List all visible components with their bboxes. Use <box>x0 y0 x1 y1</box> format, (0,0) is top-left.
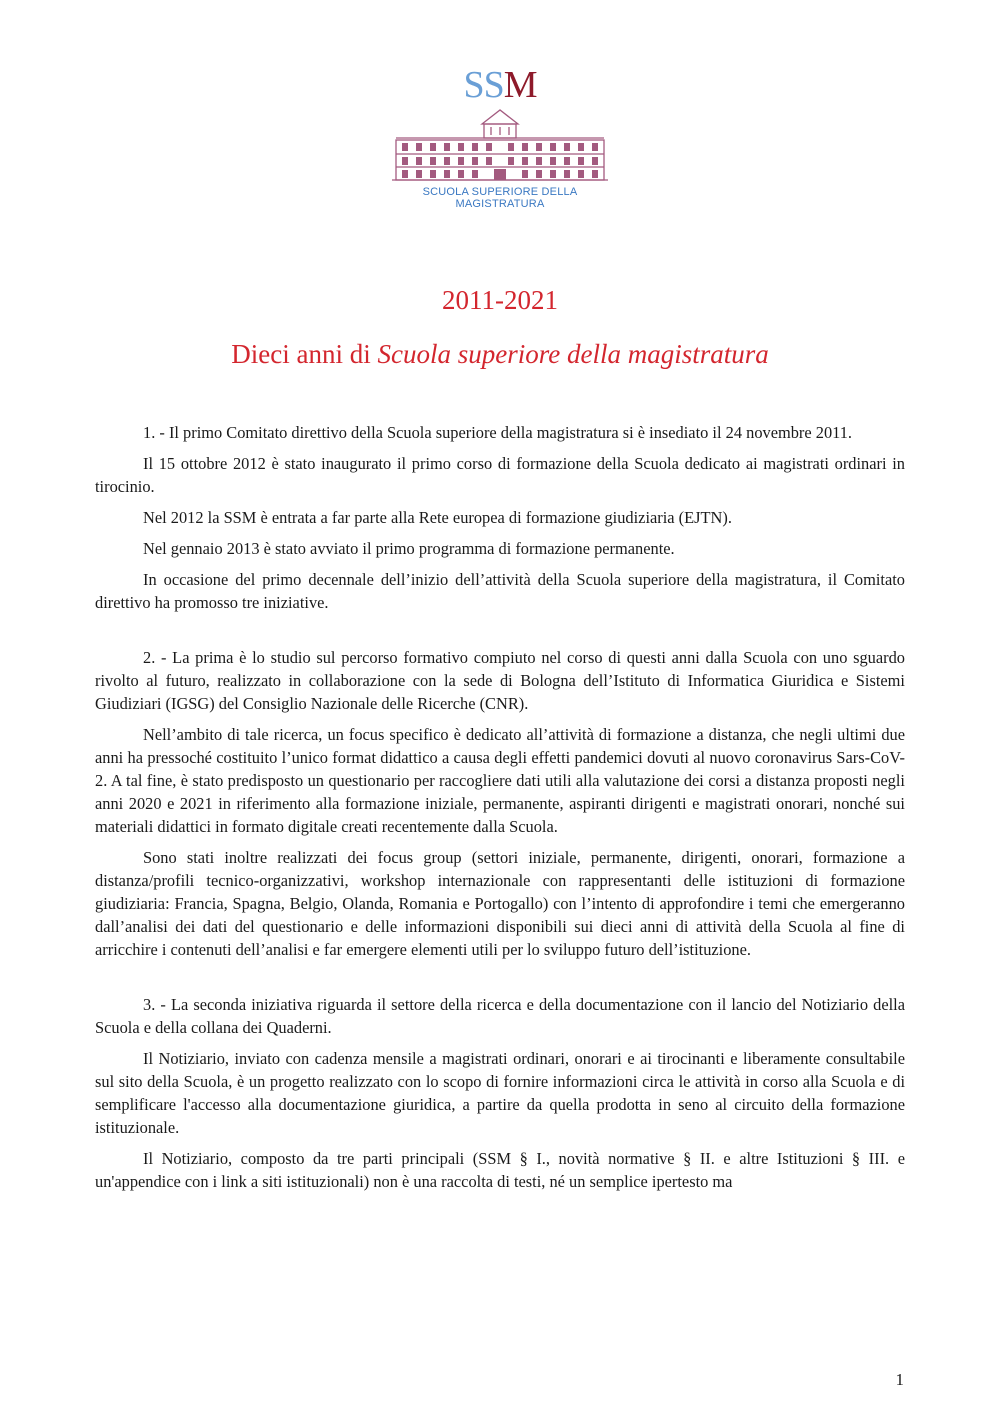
paragraph: Sono stati inoltre realizzati dei focus group (settori iniziale, permanente, dirigenti, onorari, formazione a distanza/profili tecnico-organizzativi, workshop internazionale con rappresentanti delle istituzioni di formazione giudiziaria: Francia, Spagna, Belgio, Olanda, Romania e Portogallo) con l’intento di approfondire i temi che emergeranno dall’analisi dei dati del questionario e delle informazioni disponibili sui dieci anni di attività della Scuola al fine di arricchire i contenuti dell’analisi e far emergere elementi utili per lo sviluppo futuro dell’istituzione. <box>95 848 905 959</box>
paragraph: 3. - La seconda iniziativa riguarda il settore della ricerca e della documentazione con il lancio del Notiziario della Scuola e della collana dei Quaderni. <box>95 995 905 1037</box>
logo-ss: SS <box>463 64 504 106</box>
paragraph: In occasione del primo decennale dell’inizio dell’attività della Scuola superiore della magistratura, il Comitato direttivo ha promosso tre iniziative. <box>95 570 905 612</box>
section-gap <box>95 969 905 993</box>
document-body <box>95 421 905 1201</box>
document-title <box>95 282 905 372</box>
logo-subtitle: SCUOLA SUPERIORE DELLA MAGISTRATURA <box>422 186 578 210</box>
paragraph: Il Notiziario, composto da tre parti principali (SSM § I., novità normative § II. e altre Istituzioni § III. e un'appendice con i link a siti istituzionali) non è una raccolta di testi, né un semplice ipertesto ma <box>95 1149 905 1191</box>
paragraph: Nel 2012 la SSM è entrata a far parte alla Rete europea di formazione giudiziaria (EJTN). <box>143 508 732 527</box>
section-gap <box>95 622 905 646</box>
logo-m: M <box>503 64 537 106</box>
paragraph: Nel gennaio 2013 è stato avviato il primo programma di formazione permanente. <box>143 539 675 558</box>
page-number: 1 <box>895 1370 904 1389</box>
paragraph: Il 15 ottobre 2012 è stato inaugurato il primo corso di formazione della Scuola dedicato ai magistrati ordinari in tirocinio. <box>95 454 905 496</box>
ssm-logo-text <box>380 66 620 106</box>
ssm-logo <box>380 66 620 212</box>
paragraph: Il Notiziario, inviato con cadenza mensile a magistrati ordinari, onorari e ai tirocinanti e liberamente consultabile sul sito della Scuola, è un progetto realizzato con lo scopo di fornire informazioni circa le attività in corso alla Scuola e di semplificare l'accesso alla documentazione giuridica, a partire da quella prodotta in seno al circuito della formazione istituzionale. <box>95 1049 905 1137</box>
title-prefix: Dieci anni di <box>231 339 378 369</box>
title-italic: Scuola superiore della magistratura <box>377 339 769 369</box>
palace-building-icon <box>390 106 610 184</box>
title-years: 2011-2021 <box>442 285 558 315</box>
title-main <box>95 336 905 372</box>
paragraph: Nell’ambito di tale ricerca, un focus specifico è dedicato all’attività di formazione a distanza, che negli ultimi due anni ha pressoché costituito l’unico format didattico a causa degli effetti pandemici dovuti al nuovo coronavirus Sars-CoV-2. A tal fine, è stato predisposto un questionario per raccogliere dati utili alla valutazione dei corsi a distanza proposti negli anni 2020 e 2021 in riferimento alla formazione iniziale, permanente, aspiranti dirigenti e magistrati onorari, nonché sui materiali didattici in formato digitale creati recentemente dalla Scuola. <box>95 725 905 836</box>
paragraph: 2. - La prima è lo studio sul percorso formativo compiuto nel corso di questi anni dalla Scuola con uno sguardo rivolto al futuro, realizzato in collaborazione con la sede di Bologna dell’Istituto di Informatica Giuridica e Sistemi Giudiziari (IGSG) del Consiglio Nazionale delle Ricerche (CNR). <box>95 648 905 713</box>
paragraph: 1. - Il primo Comitato direttivo della Scuola superiore della magistratura si è insediato il 24 novembre 2011. <box>143 423 853 442</box>
